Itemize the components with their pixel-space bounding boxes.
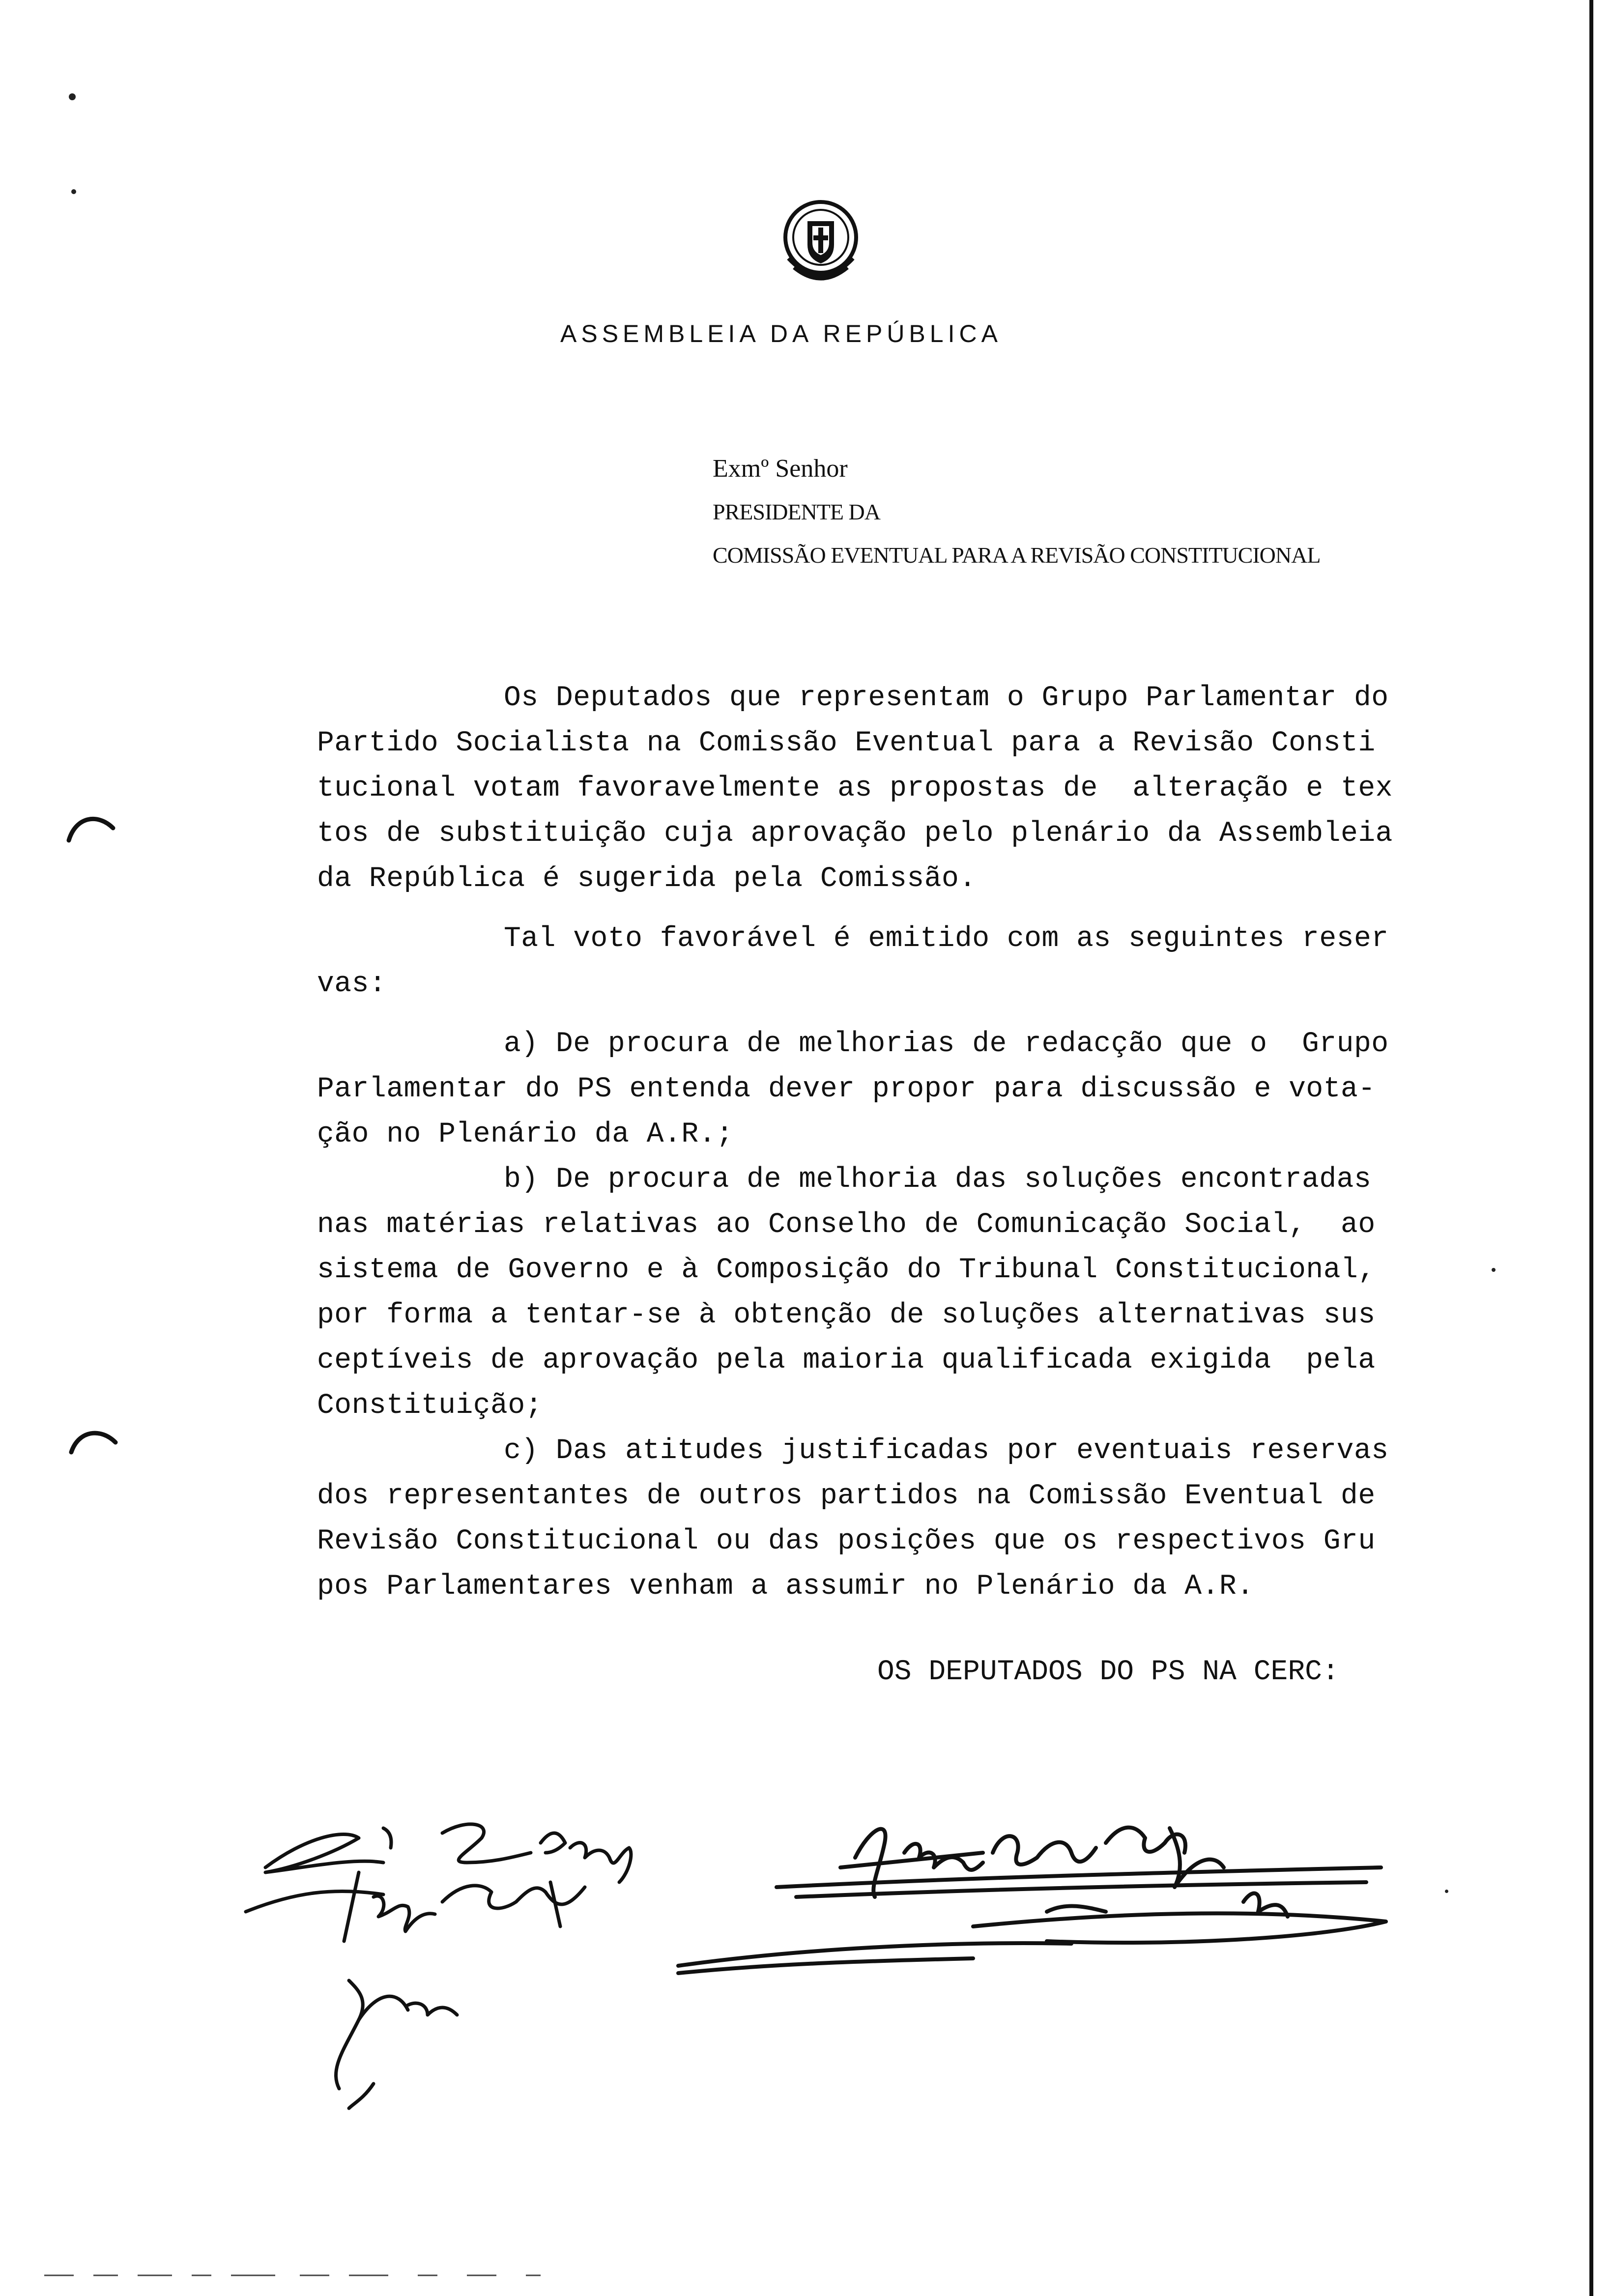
closing-line: OS DEPUTADOS DO PS NA CERC: (877, 1656, 1339, 1688)
body-line: dos representantes de outros partidos na Comissão Eventual de (317, 1480, 1376, 1512)
scan-speck (1492, 1268, 1496, 1272)
letter-body (317, 676, 1457, 1609)
addressee-line-2: COMISSÃO EVENTUAL PARA A REVISÃO CONSTITUCIONAL (713, 543, 1321, 568)
scan-speck (71, 189, 76, 194)
paragraph-1 (317, 676, 1457, 902)
body-line: Parlamentar do PS entenda dever propor para discussão e vota- (317, 1073, 1376, 1105)
body-line: Os Deputados que representam o Grupo Parlamentar do (504, 682, 1389, 714)
body-line: b) De procura de melhoria das soluções encontradas (504, 1164, 1372, 1196)
body-line: Revisão Constitucional ou das posições que os respectivos Gru (317, 1525, 1376, 1557)
body-line: por forma a tentar-se à obtenção de soluções alternativas sus (317, 1299, 1376, 1331)
reservation-a (317, 1022, 1457, 1157)
body-line: vas: (317, 968, 387, 1000)
body-line: c) Das atitudes justificadas por eventuais reservas (504, 1435, 1389, 1467)
signature-3 (336, 1980, 457, 2108)
salutation: Exmº Senhor (713, 455, 848, 483)
body-line: ção no Plenário da A.R.; (317, 1119, 734, 1150)
body-line: ceptíveis de aprovação pela maioria qualificada exigida pela (317, 1345, 1376, 1377)
body-line: Constituição; (317, 1390, 543, 1422)
signature-2 (246, 1872, 585, 1941)
handwritten-signatures (236, 1808, 1465, 2123)
body-line: Tal voto favorável é emitido com as seguintes reser (504, 923, 1389, 955)
body-line: nas matérias relativas ao Conselho de Comunicação Social, ao (317, 1209, 1376, 1241)
addressee-block (713, 447, 1499, 577)
body-line: pos Parlamentares venham a assumir no Plenário da A.R. (317, 1571, 1254, 1603)
scan-edge-line (1589, 0, 1593, 2296)
paragraph-2 (317, 917, 1457, 1007)
body-line: sistema de Governo e à Composição do Tribunal Constitucional, (317, 1254, 1376, 1286)
scan-edge-dashes (44, 2270, 683, 2280)
addressee-line-1: PRESIDENTE DA (713, 499, 880, 524)
scan-speck (69, 93, 76, 100)
margin-mark-icon (66, 1425, 120, 1460)
body-line: Partido Socialista na Comissão Eventual para a Revisão Consti (317, 727, 1376, 759)
reservation-c (317, 1429, 1457, 1609)
signature-1 (265, 1824, 631, 1882)
institution-title: ASSEMBLEIA DA REPÚBLICA (560, 320, 1002, 347)
body-line: tos de substituição cuja aprovação pelo plenário da Assembleia (317, 818, 1393, 850)
body-line: da República é sugerida pela Comissão. (317, 863, 977, 895)
body-line: tucional votam favoravelmente as propostas de alteração e tex (317, 773, 1393, 804)
reservation-b (317, 1157, 1457, 1429)
body-line: a) De procura de melhorias de redacção que o Grupo (504, 1028, 1389, 1060)
margin-mark-icon (64, 811, 118, 845)
signature-4 (678, 1828, 1386, 1973)
portuguese-coat-of-arms-icon (774, 194, 867, 292)
